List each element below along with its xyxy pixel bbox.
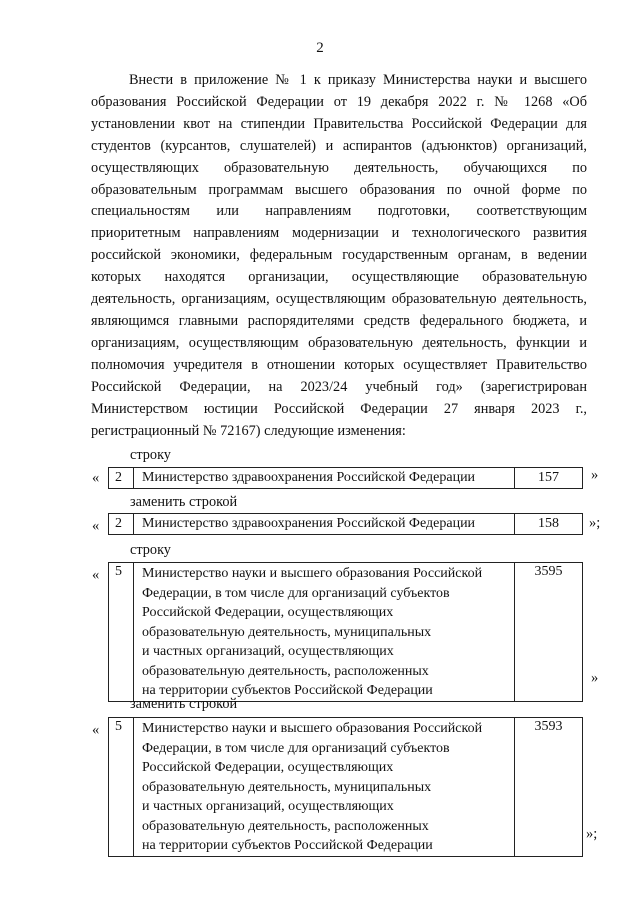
table-row-new-2 [108,513,583,535]
row-value: 158 [515,514,583,535]
table-row-old-2 [108,467,583,489]
row-value: 3595 [515,563,583,702]
page-number: 2 [316,40,324,56]
label-row-1: строку [130,447,171,463]
row-name: Министерство науки и высшего образования Российской Федерации, в том числе для организаций субъектов Российской Федерации, осуществляющих образовательную деятельность, муниципальных и частных организаций, осуществляющих образовательную деятельность, расположенных на территории субъектов Российской Федерации [134,718,515,857]
quote-close-2: » [591,670,599,686]
label-replace-2: заменить строкой [130,696,238,712]
row-number: 5 [109,563,134,702]
label-replace-1: заменить строкой [130,494,238,510]
row-number: 2 [109,468,134,489]
quote-close-1: » [591,467,599,483]
label-row-2: строку [130,542,171,558]
amendment-intro-paragraph: Внести в приложение № 1 к приказу Министерства науки и высшего образования Российской Федерации от 19 декабря 2022 г. № 1268 «Об установлении квот на стипендии Правительства Российской Федерации для студентов (курсантов, слушателей) и аспирантов (адъюнктов) организаций, осуществляющих образовательную деятельность, обучающихся по образовательным программам высшего образования по очной форме по специальностям или направлениям подготовки, соответствующим приоритетным направлениям модернизации и технологического развития российской экономики, федеральным государственным органам, в ведении которых находятся организации, осуществляющие образовательную деятельность, организациям, осуществляющим образовательную деятельность, являющимся главными распорядителями средств федерального бюджета, и организациям, осуществляющим образовательную деятельность, функции и полномочия учредителя в отношении которых осуществляет Правительство Российской Федерации, на 2023/24 учебный год» (зарегистрирован Министерством юстиции Российской Федерации 27 января 2023 г., регистрационный № 72167) следующие изменения: [91,72,587,439]
quote-open-1: « [92,470,100,486]
row-number: 2 [109,514,134,535]
row-name: Министерство здравоохранения Российской Федерации [134,514,515,535]
row-name: Министерство науки и высшего образования Российской Федерации, в том числе для организаций субъектов Российской Федерации, осуществляющих образовательную деятельность, муниципальных и частных организаций, осуществляющих образовательную деятельность, расположенных на территории субъектов Российской Федерации [134,563,515,702]
quote-open-4: « [92,722,100,738]
table-row-old-5 [108,562,583,702]
quote-open-2: « [92,518,100,534]
quote-close-semicolon-2: »; [586,826,598,842]
row-value: 3593 [515,718,583,857]
table-row-new-5 [108,717,583,857]
row-number: 5 [109,718,134,857]
row-value: 157 [515,468,583,489]
quote-close-semicolon-1: »; [589,515,601,531]
row-name: Министерство здравоохранения Российской Федерации [134,468,515,489]
quote-open-3: « [92,567,100,583]
